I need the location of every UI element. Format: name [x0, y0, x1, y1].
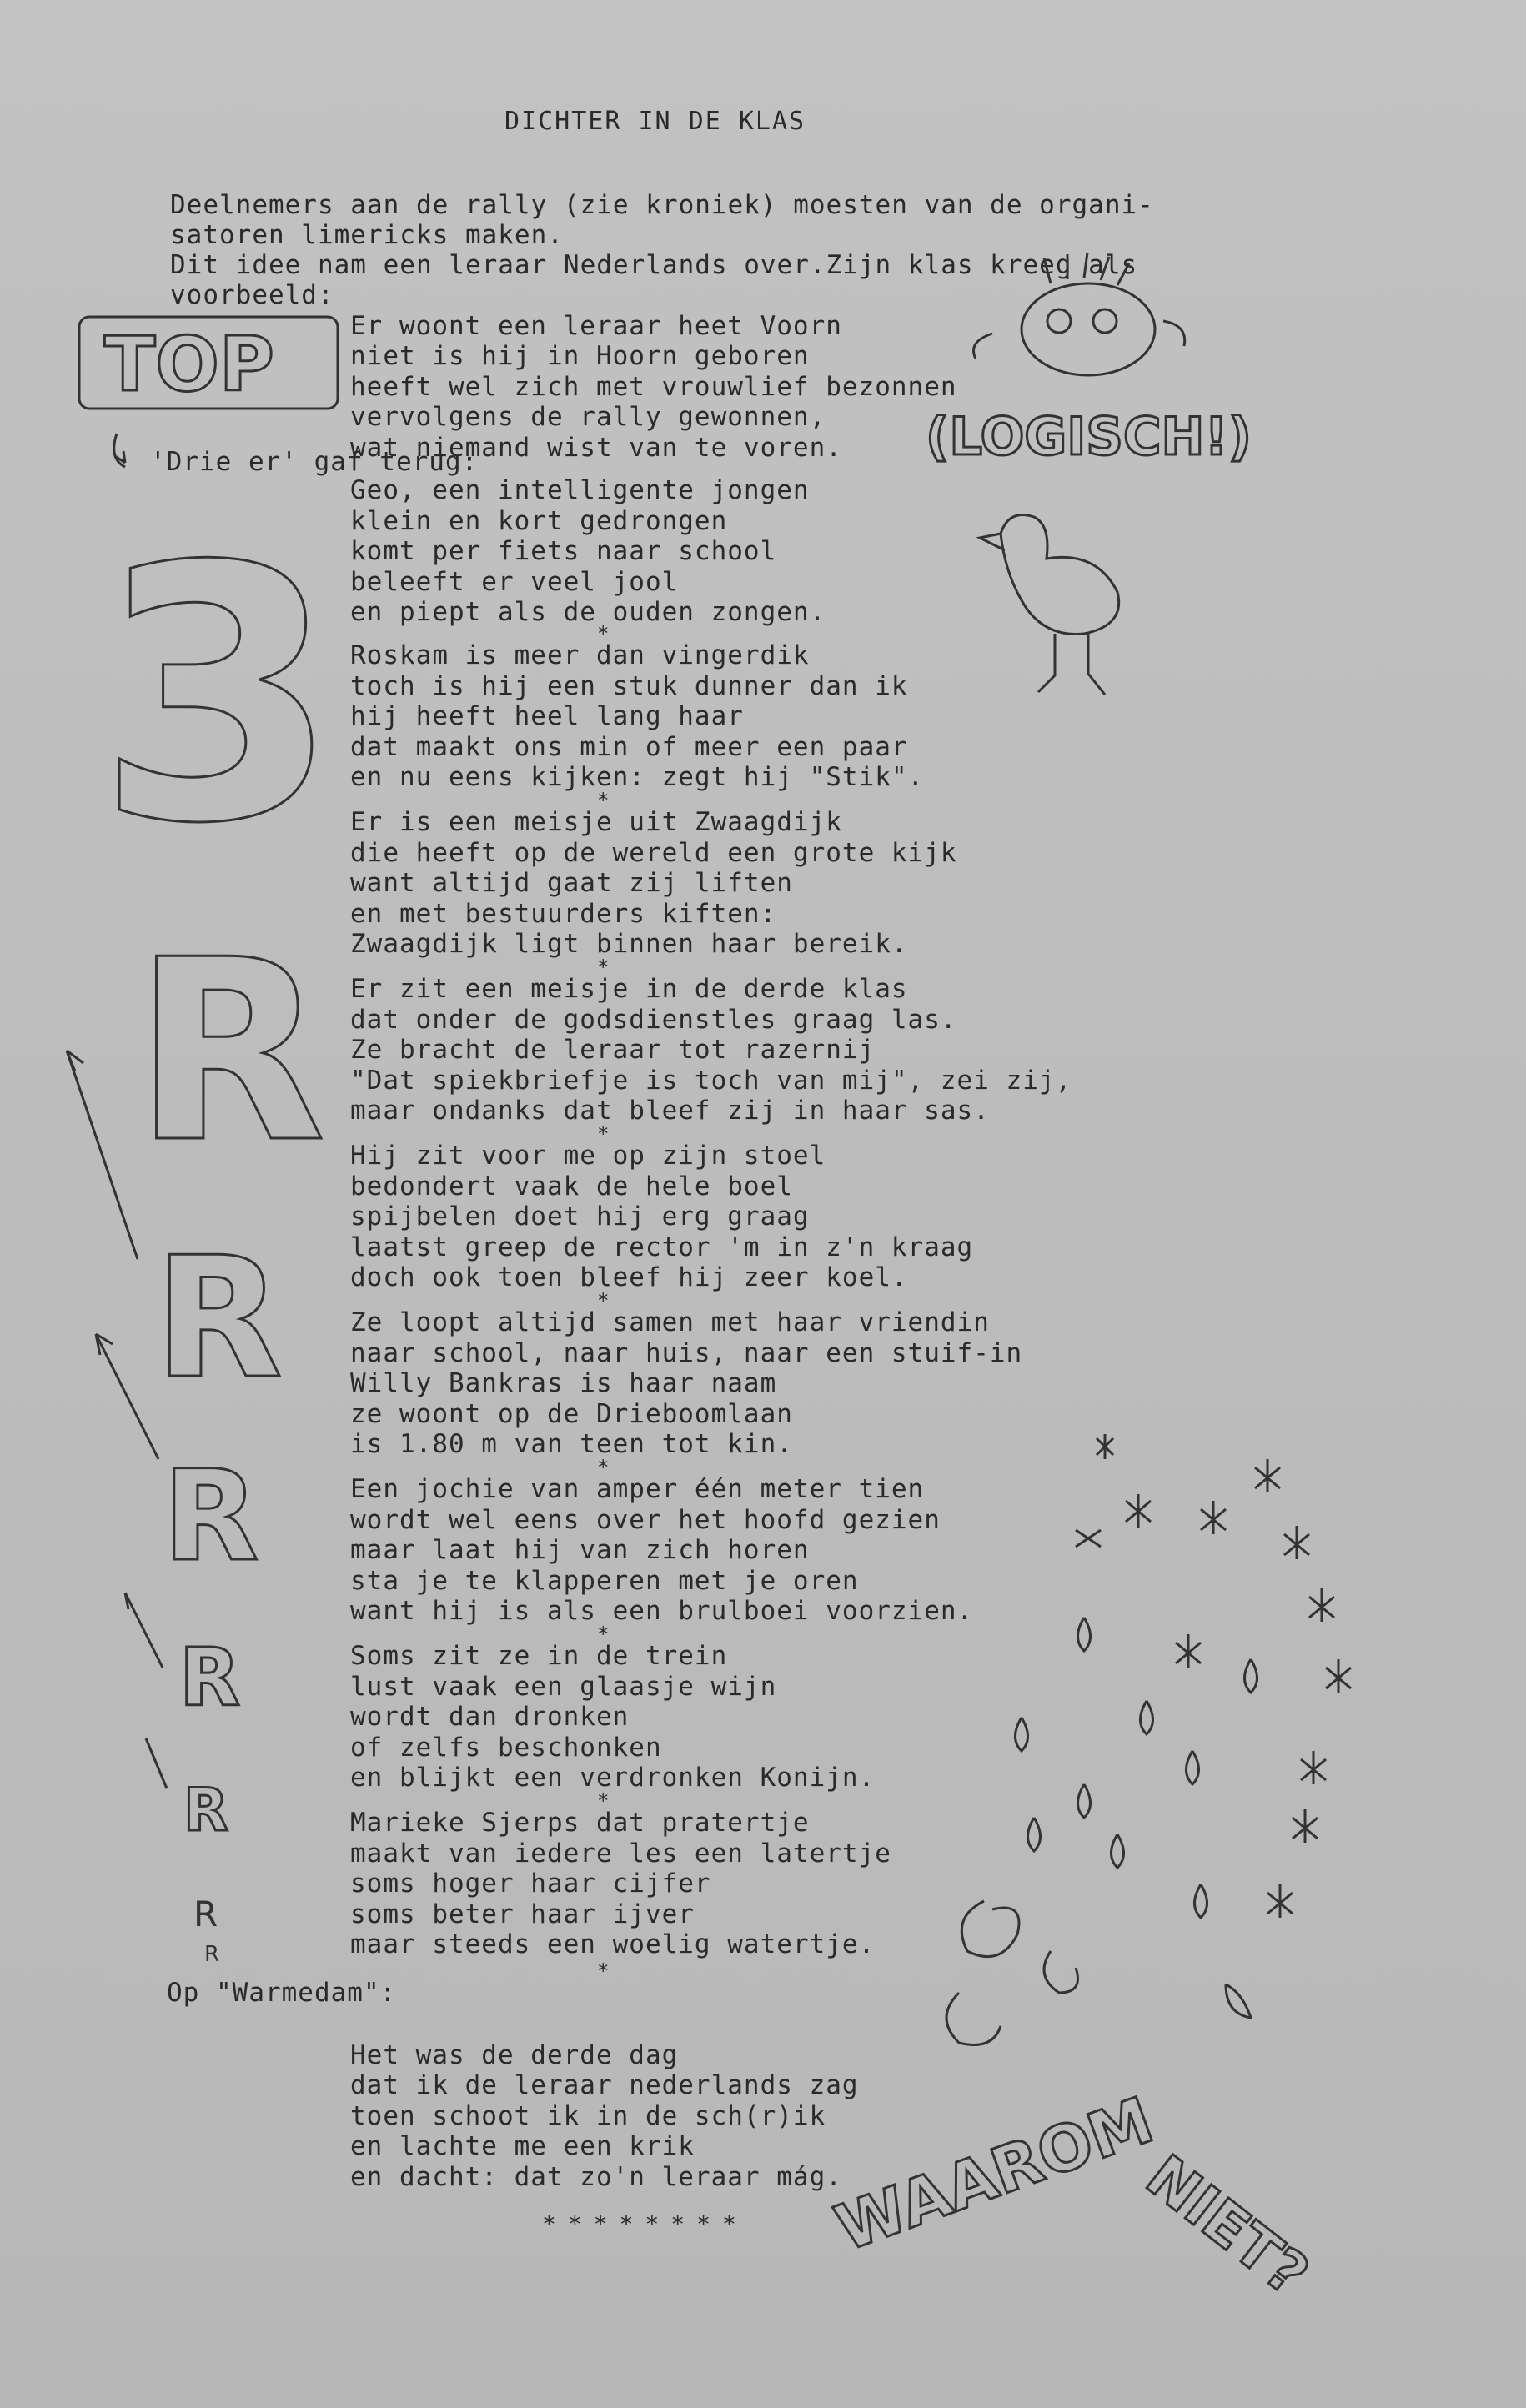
poem-line: Willy Bankras is haar naam: [350, 1368, 777, 1398]
warmedam-label: Op "Warmedam":: [167, 1978, 397, 2008]
poem-line: Er woont een leraar heet Voorn: [350, 310, 842, 341]
separator-star: *: [597, 622, 610, 645]
poem-line: of zelfs beschonken: [350, 1732, 662, 1763]
intro-line: voorbeeld:: [170, 280, 334, 310]
poem-line: dat maakt ons min of meer een paar: [350, 731, 908, 762]
explosion-doodle: [946, 1434, 1351, 2045]
separator-star: *: [597, 956, 610, 979]
poem-line: Roskam is meer dan vingerdik: [350, 640, 810, 670]
poem-line: Ze bracht de leraar tot razernij: [350, 1035, 876, 1065]
poem-line: Soms zit ze in de trein: [350, 1641, 728, 1671]
separator-star: *: [597, 789, 610, 812]
poem-line: maar ondanks dat bleef zij in haar sas.: [350, 1096, 990, 1126]
poem-line: wat niemand wist van te voren.: [350, 432, 842, 463]
intro-line: Dit idee nam een leraar Nederlands over.Zijn klas kreeg als: [170, 250, 1138, 280]
top-doodle-text: TOP: [104, 321, 274, 409]
poem-line: want hij is als een brulboei voorzien.: [350, 1596, 974, 1626]
bird-doodle: [980, 515, 1119, 695]
big-three-doodle: [96, 493, 339, 900]
r-letters-doodle: [67, 906, 326, 1967]
poem-line: beleeft er veel jool: [350, 566, 679, 597]
poem-line: klein en kort gedrongen: [350, 505, 728, 536]
poem-line: en nu eens kijken: zegt hij "Stik".: [350, 762, 925, 792]
poem-line: lust vaak een glaasje wijn: [350, 1671, 777, 1702]
separator-star: *: [597, 1959, 610, 1983]
r-letter: R: [154, 1222, 284, 1416]
r-letter: R: [183, 1776, 228, 1844]
poem-line: Geo, een intelligente jongen: [350, 475, 810, 505]
separator-star: *: [597, 1456, 610, 1479]
poem-line: Zwaagdijk ligt binnen haar bereik.: [350, 929, 908, 959]
poem-line: maar laat hij van zich horen: [350, 1535, 810, 1565]
poem-line: soms hoger haar cijfer: [350, 1869, 711, 1899]
poem-line: maar steeds een woelig watertje.: [350, 1929, 876, 1959]
separator-star: *: [597, 1122, 610, 1146]
logisch-text: (LOGISCH!): [926, 406, 1252, 467]
poem-line: hij heeft heel lang haar: [350, 701, 744, 731]
poem-line: is 1.80 m van teen tot kin.: [350, 1429, 793, 1459]
big-three-text: 3: [96, 493, 340, 900]
poem-line: heeft wel zich met vrouwlief bezonnen: [350, 371, 957, 402]
poem-line: en met bestuurders kiften:: [350, 898, 777, 929]
waarom-text: WAAROM: [826, 2082, 1163, 2265]
poem-line: bedondert vaak de hele boel: [350, 1171, 793, 1201]
poem-line: en piept als de ouden zongen.: [350, 597, 826, 627]
poem-line: "Dat spiekbriefje is toch van mij", zei zij,: [350, 1065, 1072, 1096]
poem-line: sta je te klapperen met je oren: [350, 1565, 859, 1596]
poem-line: Er is een meisje uit Zwaagdijk: [350, 807, 842, 837]
poem-line: die heeft op de wereld een grote kijk: [350, 837, 957, 868]
face-doodle: [974, 253, 1185, 375]
poem-line: ze woont op de Drieboomlaan: [350, 1398, 793, 1429]
poem-line: want altijd gaat zij liften: [350, 868, 793, 898]
poem-line: dat onder de godsdienstles graag las.: [350, 1004, 957, 1035]
separator-star: *: [597, 1289, 610, 1312]
poem-line: niet is hij in Hoorn geboren: [350, 341, 810, 371]
poem-line: laatst greep de rector 'm in z'n kraag: [350, 1232, 974, 1262]
niet-text: NIET?: [1133, 2141, 1322, 2310]
reply-label: 'Drie er' gaf terug:: [150, 447, 479, 477]
poem-line: toch is hij een stuk dunner dan ik: [350, 670, 908, 701]
r-letter: R: [193, 1894, 218, 1934]
poem-line: maakt van iedere les een latertje: [350, 1838, 891, 1869]
poem-line: wordt dan dronken: [350, 1702, 630, 1732]
intro-line: Deelnemers aan de rally (zie kroniek) moesten van de organi-: [170, 190, 1154, 220]
poem-line: soms beter haar ijver: [350, 1899, 695, 1929]
poem-line: doch ook toen bleef hij zeer koel.: [350, 1262, 908, 1292]
r-letter: R: [163, 1444, 259, 1589]
poem-line: Ze loopt altijd samen met haar vriendin: [350, 1307, 990, 1337]
poem-line: Een jochie van amper één meter tien: [350, 1474, 925, 1504]
poem-line: wordt wel eens over het hoofd gezien: [350, 1504, 941, 1535]
footer-stars: ********: [542, 2210, 748, 2238]
poem-line: vervolgens de rally gewonnen,: [350, 402, 826, 432]
page-title: DICHTER IN DE KLAS: [504, 107, 806, 136]
poem-line: en lachte me een krik: [350, 2131, 695, 2161]
poem-line: komt per fiets naar school: [350, 536, 777, 566]
separator-star: *: [597, 1789, 610, 1813]
poem-line: spijbelen doet hij erg graag: [350, 1201, 810, 1232]
r-letter: R: [133, 906, 327, 1197]
intro-line: satoren limericks maken.: [170, 220, 564, 250]
poem-line: en dacht: dat zo'n leraar mág.: [350, 2161, 842, 2192]
poem-line: Er zit een meisje in de derde klas: [350, 974, 908, 1004]
logisch-doodle: [926, 406, 1252, 467]
poem-line: en blijkt een verdronken Konijn.: [350, 1763, 876, 1793]
poem-line: Hij zit voor me op zijn stoel: [350, 1141, 826, 1171]
poem-line: dat ik de leraar nederlands zag: [350, 2070, 859, 2100]
separator-star: *: [597, 1623, 610, 1646]
waarom-niet-doodle: [826, 2083, 1321, 2310]
r-letter: R: [204, 1942, 220, 1967]
poem-line: Het was de derde dag: [350, 2039, 679, 2070]
poem-line: Marieke Sjerps dat pratertje: [350, 1808, 810, 1838]
poem-line: toen schoot ik in de sch(r)ik: [350, 2100, 826, 2131]
poem-line: naar school, naar huis, naar een stuif-in: [350, 1337, 1023, 1368]
r-letter: R: [179, 1633, 241, 1724]
top-doodle: [79, 317, 338, 467]
